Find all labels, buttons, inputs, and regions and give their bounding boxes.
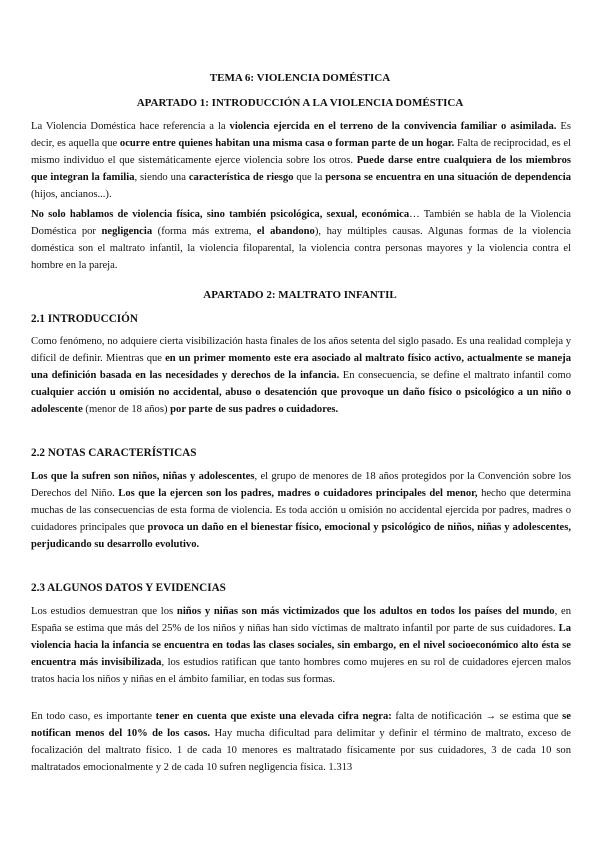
bold-text-run: No solo hablamos de violencia física, sino también psicológica, sexual, económica — [31, 209, 410, 220]
section-1-paragraph-1 — [31, 118, 571, 203]
bold-text-run: provoca un daño en el bienestar físico, emocional y psicológico de niños, niñas y adolescentes, perjudicando su desarrollo evolutivo. — [31, 522, 571, 550]
subsection-2-1-heading: 2.1 INTRODUCCIÓN — [31, 313, 138, 325]
document-title: TEMA 6: VIOLENCIA DOMÉSTICA — [209, 72, 391, 84]
text-run: , siendo una — [134, 172, 189, 183]
text-run: En todo caso, es importante — [31, 711, 156, 722]
text-run: ), hay múltiples causas. Algunas formas de la violencia doméstica son el maltrato infantil, la violencia filoparental, la violencia contra personas mayores y la violencia contra el hombre en la pareja. — [31, 226, 571, 271]
text-run: hecho que determina muchas de las consecuencias de esta forma de violencia. Es toda acción u omisión no accidental ejercida por padres, madres o cuidadores principales que — [31, 488, 572, 533]
bold-text-run: Los que la sufren son niños, niñas y adolescentes — [31, 471, 255, 482]
text-run: Hay mucha dificultad para delimitar y definir el término de maltrato, exceso de focalización del maltrato físico. 1 de cada 10 menores es maltratado físicamente por sus cuidadores, 3 de cada 10 son maltratados emocionalmente y 2 de cada 10 sufren negligencia física. 1.313 — [31, 728, 572, 773]
bold-text-run: característica de riesgo — [188, 172, 294, 183]
bold-text-run: Puede darse entre cualquiera de los miembros que integran la familia — [31, 155, 571, 183]
bold-text-run: ocurre entre quienes habitan una misma casa o forman parte de un hogar. — [119, 138, 455, 149]
text-run: En consecuencia, se define el maltrato infantil como — [339, 370, 571, 381]
text-run: Como fenómeno, no adquiere cierta visibilización hasta finales de los años setenta del siglo pasado. Es una realidad compleja y difícil de definir. Mientras que — [31, 336, 571, 364]
text-run: , en España se estima que más del 25% de los niños y niñas han sido víctimas de maltrato infantil por parte de sus cuidadores. — [31, 606, 571, 634]
text-run: (forma más extrema, — [152, 226, 257, 237]
bold-text-run: tener en cuenta que existe una elevada cifra negra: — [155, 711, 392, 722]
section-2-heading: APARTADO 2: MALTRATO INFANTIL — [203, 289, 397, 301]
bold-text-run: violencia ejercida en el terreno de la convivencia familiar o asimilada. — [229, 121, 557, 132]
bold-text-run: persona se encuentra en una situación de dependencia — [325, 172, 572, 183]
subsection-2-3-paragraph-1 — [31, 603, 571, 688]
text-run: que la — [293, 172, 326, 183]
bold-text-run: niños y niñas son más victimizados que los adultos en todos los países del mundo — [176, 606, 555, 617]
text-run: , los estudios ratifican que tanto hombres como mujeres en su rol de cuidadores ejercen malos tratos hacia los niños y niñas en el ámbito familiar, en todas sus formas. — [31, 657, 571, 685]
section-1-heading: APARTADO 1: INTRODUCCIÓN A LA VIOLENCIA DOMÉSTICA — [136, 97, 464, 109]
bold-text-run: en un primer momento este era asociado al maltrato físico activo, actualmente se maneja una definición basada en las necesidades y derechos de la infancia. — [31, 353, 571, 381]
text-run: falta de notificación → se estima que — [391, 711, 563, 722]
subsection-2-3-paragraph-2 — [31, 708, 571, 776]
text-run: La Violencia Doméstica hace referencia a la — [31, 121, 230, 132]
text-run: (hijos, ancianos...). — [31, 189, 112, 200]
bold-text-run: el abandono — [256, 226, 315, 237]
subsection-2-1-paragraph — [31, 333, 571, 418]
section-1-paragraph-2 — [31, 206, 571, 274]
text-run: Los estudios demuestran que los — [31, 606, 177, 617]
subsection-2-2-heading: 2.2 NOTAS CARACTERÍSTICAS — [31, 447, 197, 459]
bold-text-run: se notifican menos del 10% de los casos. — [31, 711, 571, 739]
bold-text-run: La violencia hacia la infancia se encuentra en todas las clases sociales, sin embargo, en el nivel socioeconómico alto ésta se encuentra más invisibilizada — [31, 623, 571, 668]
text-run: , el grupo de menores de 18 años protegidos por la Convención sobre los Derechos del Niño. — [31, 471, 571, 499]
text-run: Es decir, es aquella que — [31, 121, 571, 149]
text-run: … También se habla de la Violencia Doméstica por — [31, 209, 571, 237]
text-run: Falta de reciprocidad, es el mismo individuo el que sistemáticamente ejerce violencia sobre los otros. — [31, 138, 571, 166]
bold-text-run: cualquier acción u omisión no accidental, abuso o desatención que provoque un daño físico o psicológico a un niño o adolescente — [31, 387, 571, 415]
bold-text-run: por parte de sus padres o cuidadores. — [170, 404, 339, 415]
subsection-2-2-paragraph — [31, 468, 571, 553]
text-run: (menor de 18 años) — [82, 404, 171, 415]
bold-text-run: Los que la ejercen son los padres, madres o cuidadores principales del menor, — [118, 488, 478, 499]
bold-text-run: negligencia — [101, 226, 153, 237]
subsection-2-3-heading: 2.3 ALGUNOS DATOS Y EVIDENCIAS — [31, 582, 226, 594]
